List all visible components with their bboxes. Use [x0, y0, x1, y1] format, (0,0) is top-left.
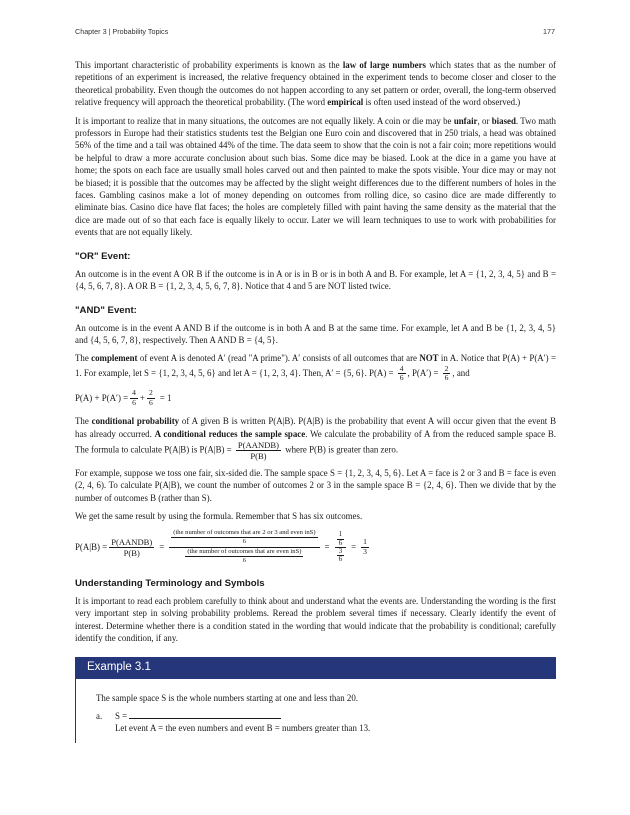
- main-content: [75, 59, 556, 651]
- running-header: [75, 27, 555, 39]
- term-empirical: empirical: [327, 97, 364, 108]
- answer-blank: [129, 710, 281, 719]
- fraction-p-a-prime: $\frac{2}{6}$: [444, 363, 449, 383]
- law-of-large-numbers-paragraph: This important characteristic of probability experiments is known as the law of large numbers which states that as the number of repetitions of an experiment is increased, the relative frequency obtained in the experiment tends to become closer and closer to the theoretical probability. Even though the outcomes do not happen according to any set pattern or order, overall, the long-term observed relative frequency will approach the theoretical probability. (The word empirical is often used instead of the word observed.): [75, 60, 556, 108]
- fraction-p-a: $\frac{4}{6}$: [399, 363, 404, 383]
- term-conditional-probability: conditional probability: [91, 416, 180, 427]
- terminology-heading: Understanding Terminology and Symbols: [75, 577, 265, 589]
- term-unfair: unfair: [453, 115, 478, 126]
- and-event-paragraph: An outcome is in the event A AND B if the outcome is in both A and B at the same time. For example, let A and B be {1, 2, 3, 4, 5} and {4, 5, 6, 7, 8}, respectively. Then A AND B = {4, 5}.: [75, 322, 556, 345]
- terminology-paragraph: It is important to read each problem carefully to think about and understand what the events are. Understanding the wording is the first very important step in solving probability problems. Reread the problem several times if necessary. Clearly identify the event of interest. Determine whether there is a condition stated in the wording that would indicate that the probability is conditional; carefully identify the condition, if any.: [75, 595, 556, 644]
- item-a-line-2: Let event A = the even numbers and event B = numbers greater than 13.: [115, 723, 371, 734]
- example-intro: The sample space S is the whole numbers starting at one and less than 20.: [96, 693, 358, 703]
- conditional-probability-paragraph: The conditional probability of A given B is written P(A|B). P(A|B) is the probability that event A will occur given that the event B has already occurred. A conditional reduces the sample space. We calculate the probability of A from the reduced sample space B. The formula to calculate P(A|B) is P(A|B) = $\frac{\text{P(AANDB)}}{P(B)}$ where P(B) is greater than zero.: [75, 416, 556, 461]
- term-complement: complement: [91, 353, 138, 364]
- result-one-third: $\frac{1}{3}$: [363, 537, 367, 556]
- term-conditional-reduces: A conditional reduces the sample space: [154, 428, 306, 439]
- count-ratio-fraction: $\frac{\frac{\text{(the number of outcomes that are 2 or 3 and even inS)}}{6}}{\frac{\text{(the number of outcomes that are even inS)}}{6}}$: [169, 529, 319, 566]
- die-example-paragraph: For example, suppose we toss one fair, six-sided die. The sample space S = {1, 2, 3, 4, 5, 6}. Let A = face is 2 or 3 and B = face is even (2, 4, 6). To calculate P(A|B), we count the number of outcomes 2 or 3 in the sample space B = {2, 4, 6}. Then we divide that by the number of outcomes B (rather than S).: [75, 467, 556, 503]
- unfair-biased-paragraph: It is important to realize that in many situations, the outcomes are not equally likely. A coin or die may be unfair, or biased. Two math professors in Europe had their statistics students test the Belgian one Euro coin and discovered that in 250 trials, a head was obtained 56% of the time and a tail was obtained 44% of the time. The data seem to show that the coin is not a fair coin; more repetitions would be helpful to draw a more accurate conclusion about such bias. Some dice may be biased. Look at the dice in a game you have at home; the spots on each face are usually small holes carved out and then painted to make the spots visible. Your dice may or may not be biased; it is possible that the outcomes may be affected by the slight weight differences due to the different numbers of holes in the faces. Gambling casinos make a lot of money depending on outcomes from rolling dice, so casino dice are made differently to eliminate bias. Casino dice have flat faces; the holes are completely filled with paint having the same density as the material that the dice are made out of so that each face is equally likely to occur. Later we will learn techniques to use to work with probabilities for events that are not equally likely.: [75, 115, 556, 238]
- same-result-paragraph: We get the same result by using the formula. Remember that S has six outcomes.: [75, 511, 363, 522]
- example-body: [96, 692, 556, 734]
- chapter-title: Chapter 3 | Probability Topics: [75, 27, 169, 36]
- item-a-label: a.: [96, 711, 103, 722]
- and-event-heading: "AND" Event:: [75, 304, 137, 316]
- example-title: Example 3.1: [87, 661, 151, 673]
- stacked-sixths-fraction: $\frac{\frac{1}{6}}{\frac{3}{6}}$: [335, 531, 347, 563]
- item-a-line-1: S =: [115, 710, 556, 722]
- or-event-heading: "OR" Event:: [75, 250, 131, 262]
- conditional-formula-fraction: $\frac{\text{P(AANDB)}}{P(B)}$: [237, 439, 279, 461]
- or-event-paragraph: An outcome is in the event A OR B if the outcome is in A or is in B or is in both A and B. For example, let A = {1, 2, 3, 4, 5} and B = {4, 5, 6, 7, 8}. A OR B = {1, 2, 3, 4, 5, 6, 7, 8}. Notice that 4 and 5 are NOT listed twice.: [75, 268, 556, 292]
- term-law-of-large-numbers: law of large numbers: [342, 60, 426, 70]
- conditional-worked-equation: P(A|B) = $\frac{\text{P(AANDB)}}{P(B)}$ = $\frac{\frac{\text{(the number of outcomes that are 2 or 3 and even inS)}}{6}}{\frac{\text{(the number of outcomes that are even inS)}}{6}}$ = $\frac{\frac{1}{6}}{\frac{3}{6}}$ = $\frac{1}{3}$: [75, 528, 367, 565]
- page-number: 177: [543, 27, 555, 36]
- example-title-bar: [75, 657, 556, 679]
- term-not: NOT: [419, 353, 439, 364]
- fraction-four-sixths: $\frac{4}{6}$: [132, 387, 136, 407]
- formula-fraction: $\frac{\text{P(AANDB)}}{P(B)}$: [111, 536, 153, 558]
- complement-sum-equation: P(A) + P(A′) = $\frac{4}{6}$ + $\frac{2}{6}$ = 1: [75, 387, 172, 407]
- example-left-rule: [75, 679, 76, 743]
- example-item-a: [96, 710, 556, 734]
- fraction-two-sixths: $\frac{2}{6}$: [148, 387, 153, 407]
- complement-paragraph: The complement of event A is denoted A′ (read "A prime"). A′ consists of all outcomes that are NOT in A. Notice that P(A) + P(A′) = 1. For example, let S = {1, 2, 3, 4, 5, 6} and let A = {1, 2, 3, 4}. Then, A′ = {5, 6}. P(A) = $\frac{4}{6}$ , P(A′) = $\frac{2}{6}$ , and: [75, 353, 556, 383]
- term-biased: biased: [491, 115, 516, 126]
